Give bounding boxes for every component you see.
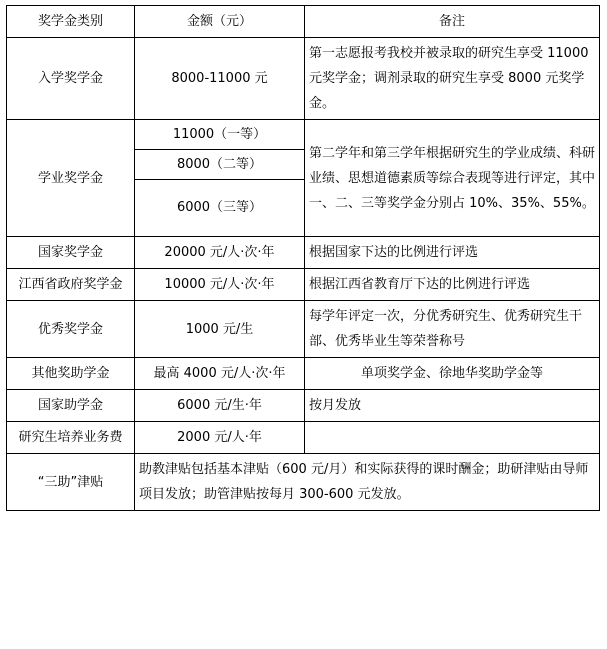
table-row-last: [7, 454, 600, 511]
cell-category: 其他奖助学金: [7, 358, 135, 390]
column-header-category: 奖学金类别: [7, 6, 135, 38]
table-row: [7, 269, 600, 301]
tier-first: 11000（一等）: [135, 120, 304, 150]
table-row: [7, 390, 600, 422]
cell-note: 单项奖学金、徐地华奖助学金等: [305, 358, 600, 390]
cell-note: 每学年评定一次，分优秀研究生、优秀研究生干部、优秀毕业生等荣誉称号: [305, 301, 600, 358]
cell-category: 国家奖学金: [7, 237, 135, 269]
column-header-amount: 金额（元）: [135, 6, 305, 38]
cell-amount: 最高 4000 元/人·次·年: [135, 358, 305, 390]
cell-amount: 20000 元/人·次·年: [135, 237, 305, 269]
cell-note: 助教津贴包括基本津贴（600 元/月）和实际获得的课时酬金；助研津贴由导师项目发放；助管津贴按每月 300-600 元发放。: [135, 454, 600, 511]
column-header-note: 备注: [305, 6, 600, 38]
table-row: [7, 38, 600, 120]
tier-row: [135, 150, 304, 180]
tier-row: [135, 180, 304, 237]
cell-amount: 6000 元/生·年: [135, 390, 305, 422]
cell-note: [305, 422, 600, 454]
cell-amount-tiers: [135, 120, 305, 237]
cell-category: “三助”津贴: [7, 454, 135, 511]
cell-category: 江西省政府奖学金: [7, 269, 135, 301]
scholarship-table-page: [0, 5, 607, 649]
table-row: [7, 237, 600, 269]
tier-second: 8000（二等）: [135, 150, 304, 180]
cell-category: 国家助学金: [7, 390, 135, 422]
table-header-row: [7, 6, 600, 38]
cell-amount: 10000 元/人·次·年: [135, 269, 305, 301]
table-row: [7, 120, 600, 237]
cell-category: 研究生培养业务费: [7, 422, 135, 454]
cell-note: 按月发放: [305, 390, 600, 422]
cell-note: 第一志愿报考我校并被录取的研究生享受 11000 元奖学金；调剂录取的研究生享受 8000 元奖学金。: [305, 38, 600, 120]
cell-note: 根据国家下达的比例进行评选: [305, 237, 600, 269]
tier-third: 6000（三等）: [176, 200, 263, 215]
table-row: [7, 422, 600, 454]
cell-note: 第二学年和第三学年根据研究生的学业成绩、科研业绩、思想道德素质等综合表现等进行评定，其中一、二、三等奖学金分别占 10%、35%、55%。: [305, 120, 600, 237]
cell-category: 入学奖学金: [7, 38, 135, 120]
table-row: [7, 301, 600, 358]
tier-row: [135, 120, 304, 150]
cell-category: 学业奖学金: [7, 120, 135, 237]
cell-note: 根据江西省教育厅下达的比例进行评选: [305, 269, 600, 301]
cell-amount: 2000 元/人·年: [135, 422, 305, 454]
cell-amount: 8000-11000 元: [135, 38, 305, 120]
cell-category: 优秀奖学金: [7, 301, 135, 358]
amount-tier-table: [135, 120, 304, 236]
scholarship-table: [6, 5, 600, 511]
table-row: [7, 358, 600, 390]
cell-amount: 1000 元/生: [135, 301, 305, 358]
